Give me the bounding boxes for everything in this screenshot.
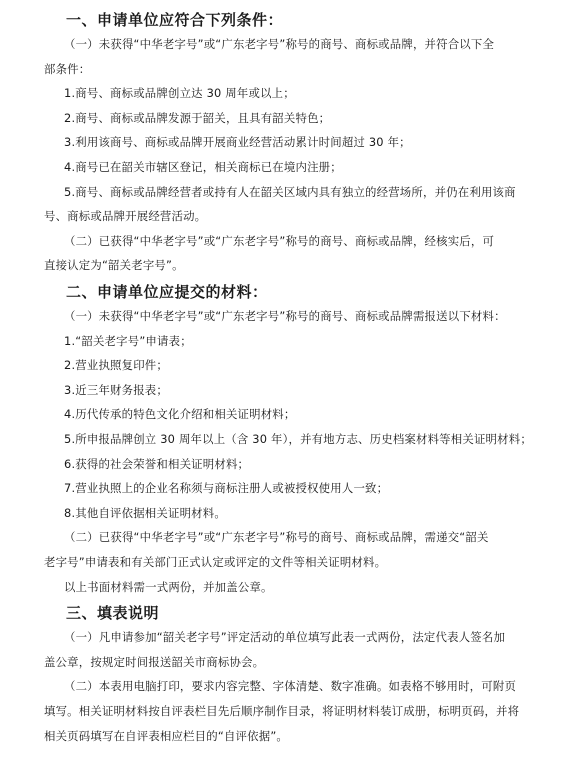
section-heading-materials: 二、申请单位应提交的材料：: [66, 283, 268, 301]
section-heading-conditions: 一、申请单位应符合下列条件：: [66, 11, 284, 29]
list-item: 2.营业执照复印件；: [64, 358, 168, 372]
list-item-continuation: 号、商标或品牌开展经营活动。: [44, 209, 207, 223]
list-item: 5.商号、商标或品牌经营者或持有人在韶关区域内具有独立的经营场所，并仍在利用该商: [64, 185, 516, 199]
paragraph-instructions-b-line2: 填写。相关证明材料按自评表栏目先后顺序制作目录，将证明材料装订成册，标明页码，并将: [44, 704, 520, 718]
list-item: 6.获得的社会荣誉和相关证明材料；: [64, 457, 250, 471]
list-item: 7.营业执照上的企业名称须与商标注册人或被授权使用人一致；: [64, 481, 389, 495]
list-item: 4.历代传承的特色文化介绍和相关证明材料；: [64, 407, 296, 421]
list-item: 3.利用该商号、商标或品牌开展商业经营活动累计时间超过 30 年；: [64, 135, 411, 149]
paragraph-materials-a: （一）未获得“中华老字号”或“广东老字号”称号的商号、商标或品牌需报送以下材料：: [64, 309, 506, 323]
paragraph-condition-b-line2: 直接认定为“韶关老字号”。: [44, 258, 184, 272]
list-item: 4.商号已在韶关市辖区登记，相关商标已在境内注册；: [64, 160, 342, 174]
list-item: 3.近三年财务报表；: [64, 383, 168, 397]
list-item: 2.商号、商标或品牌发源于韶关，且具有韶关特色；: [64, 111, 331, 125]
list-item: 1.“韶关老字号”申请表；: [64, 334, 192, 348]
paragraph-materials-note: 以上书面材料需一式两份，并加盖公章。: [64, 580, 273, 594]
section-heading-instructions: 三、填表说明: [66, 604, 160, 622]
paragraph-materials-b-line1: （二）已获得“中华老字号”或“广东老字号”称号的商号、商标或品牌，需递交“韶关: [64, 530, 489, 544]
paragraph-condition-b-line1: （二）已获得“中华老字号”或“广东老字号”称号的商号、商标或品牌，经核实后，可: [64, 234, 495, 248]
list-item: 5.所申报品牌创立 30 周年以上（含 30 年），并有地方志、历史档案材料等相关证明材料；: [64, 432, 532, 446]
paragraph-condition-a-line1: （一）未获得“中华老字号”或“广东老字号”称号的商号、商标或品牌，并符合以下全: [64, 37, 495, 51]
list-item: 8.其他自评依据相关证明材料。: [64, 506, 226, 520]
paragraph-condition-a-line2: 部条件：: [44, 62, 91, 76]
paragraph-materials-b-line2: 老字号”申请表和有关部门正式认定或评定的文件等相关证明材料。: [44, 555, 387, 569]
paragraph-instructions-a-line2: 盖公章，按规定时间报送韶关市商标协会。: [44, 655, 265, 669]
paragraph-instructions-b-line3: 相关页码填写在自评表相应栏目的“自评依据”。: [44, 729, 289, 743]
paragraph-instructions-b-line1: （二）本表用电脑打印，要求内容完整、字体清楚、数字准确。如表格不够用时，可附页: [64, 679, 517, 693]
list-item: 1.商号、商标或品牌创立达 30 周年或以上；: [64, 86, 295, 100]
paragraph-instructions-a-line1: （一）凡申请参加“韶关老字号”评定活动的单位填写此表一式两份，法定代表人签名加: [64, 630, 506, 644]
